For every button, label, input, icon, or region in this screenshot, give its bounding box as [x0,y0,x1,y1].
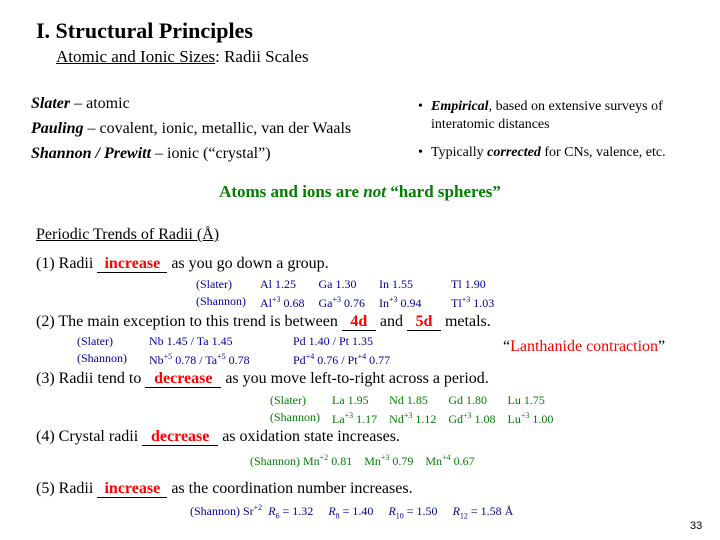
scale-dash: – [151,145,168,162]
quote-close: ” [658,338,666,355]
trend-5 [36,480,413,498]
scale-dash: – [70,95,87,112]
table-row [196,292,508,311]
scale-desc: covalent, ionic, metallic, van der Waals [99,120,352,137]
table-cell: Nb 1.45 / Ta 1.45 [149,334,233,348]
value-item: $R_{10} = 1.50$ [388,504,438,521]
table-cell: Gd 1.80 [448,393,488,407]
trend-text: as oxidation state increases. [218,428,400,445]
trend-number: (2) [36,313,55,330]
note-emphasis: corrected [487,145,541,160]
scale-shannon [31,145,271,163]
row-label: (Slater) [270,393,306,407]
slide-title: I. Structural Principles [36,18,253,43]
scale-name: Pauling [31,120,84,137]
subtitle-rest: : Radii Scales [215,47,309,66]
scale-dash: – [83,120,100,137]
row-label: (Shannon) [196,294,246,308]
lanthanide-note [503,338,665,356]
table-cell: $In^{+3}$ 0.94 [379,295,422,310]
period-example [270,393,565,427]
value-item: $R_{12} = 1.58$ Å [452,504,514,521]
table-cell: La 1.95 [332,393,369,407]
scale-desc: ionic (“crystal”) [167,145,271,162]
page-number: 33 [690,520,703,532]
group-example [196,277,508,311]
table-cell: $La^{+3}$ 1.17 [332,411,378,426]
lanthanide-text: Lanthanide contraction [510,338,659,355]
trend-number: (3) [36,370,55,387]
trend-number: (1) [36,255,55,272]
row-label: (Shannon) Sr [190,504,254,518]
table-row [77,349,404,368]
answer-blank: decrease [142,429,218,446]
quote-open: “ [503,338,511,355]
trend-text: Radii [58,255,98,272]
notes-list [418,98,708,172]
oxidation-example [250,453,475,469]
row-label: (Slater) [77,334,113,348]
trend-text: metals. [440,313,491,330]
note-emphasis: Empirical [431,99,489,114]
row-label: (Shannon) [270,410,320,424]
answer-blank: 5d [407,314,441,331]
answer-blank: 4d [342,314,376,331]
table-row [196,277,508,292]
note-text-pre: Typically [431,145,488,160]
table-cell: $Al^{+3}$ 0.68 [260,295,305,310]
trend-text: as the coordination number increases. [167,480,413,497]
answer-blank: decrease [145,371,221,388]
trend-number: (5) [36,480,55,497]
trend-text: as you go down a group. [167,255,329,272]
table-cell: $Lu^{+3}$ 1.00 [507,411,554,426]
headline-pre: Atoms and ions are [219,182,364,201]
table-cell: $Nb^{+5}$ $0.78 / Ta^{+5}$ 0.78 [149,352,250,367]
scale-desc: atomic [86,95,130,112]
trend-text: Crystal radii [58,428,143,445]
trend-text: Radii tend to [58,370,146,387]
trend-text: as you move left-to-right across a period. [221,370,489,387]
note-text-post: for CNs, valence, etc. [540,145,666,160]
trend-2 [36,313,491,331]
table-cell: $Gd^{+3}$ 1.08 [448,411,496,426]
scale-pauling [31,120,351,138]
table-row [270,408,565,427]
value-item: $Mn^{+3}$ 0.79 [364,453,414,468]
table-cell: $Ga^{+3}$ 0.76 [318,295,366,310]
table-cell: Ga 1.30 [318,277,357,291]
slide-subtitle [56,47,309,67]
value-item: $R_8 = 1.40$ [328,504,374,521]
table-cell: $Nd^{+3}$ 1.12 [389,411,437,426]
scale-name: Slater [31,95,71,112]
table-cell: $Tl^{+3}$ 1.03 [451,295,495,310]
answer-blank: increase [97,481,167,498]
headline-post: “hard spheres” [385,182,501,201]
note-corrected [418,144,708,162]
table-cell: Nd 1.85 [389,393,428,407]
table-cell: Lu 1.75 [507,393,545,407]
cn-example [190,503,513,520]
table-cell: $Pd^{+4}$ $0.76 / Pt^{+4}$ 0.77 [293,352,391,367]
subtitle-topic: Atomic and Ionic Sizes [56,47,216,66]
headline-emphasis: not [363,182,386,201]
row-label: (Slater) [196,277,232,291]
table-cell: In 1.55 [379,277,414,291]
charge: +2 [253,503,263,512]
section-title: Periodic Trends of Radii (Å) [36,226,220,243]
table-row [270,393,565,408]
bullet-icon: • [418,145,423,160]
value-item: $Mn^{+2}$ 0.81 [303,453,353,468]
scale-name: Shannon / Prewitt [31,145,152,162]
trend-number: (4) [36,428,55,445]
headline [0,182,720,202]
table-cell: Pd 1.40 / Pt 1.35 [293,334,374,348]
bullet-icon: • [418,99,423,114]
note-empirical [418,98,708,134]
answer-blank: increase [97,256,167,273]
table-cell: Al 1.25 [260,277,296,291]
note-text: , based on extensive surveys of interatomic distances [431,99,663,132]
scale-slater [31,95,130,113]
table-cell: Tl 1.90 [451,277,486,291]
table-row [77,334,404,349]
trend-1 [36,255,329,273]
row-label: (Shannon) [77,351,127,365]
value-item: $R_6 = 1.32$ [268,504,314,521]
trend-text: and [375,313,407,330]
trend-3 [36,370,489,388]
row-label: (Shannon) [250,454,300,468]
trend-text: The main exception to this trend is between [58,313,342,330]
exception-example [77,334,404,368]
value-item: $Mn^{+4}$ 0.67 [425,453,475,468]
trend-text: Radii [58,480,98,497]
trend-4 [36,428,400,446]
